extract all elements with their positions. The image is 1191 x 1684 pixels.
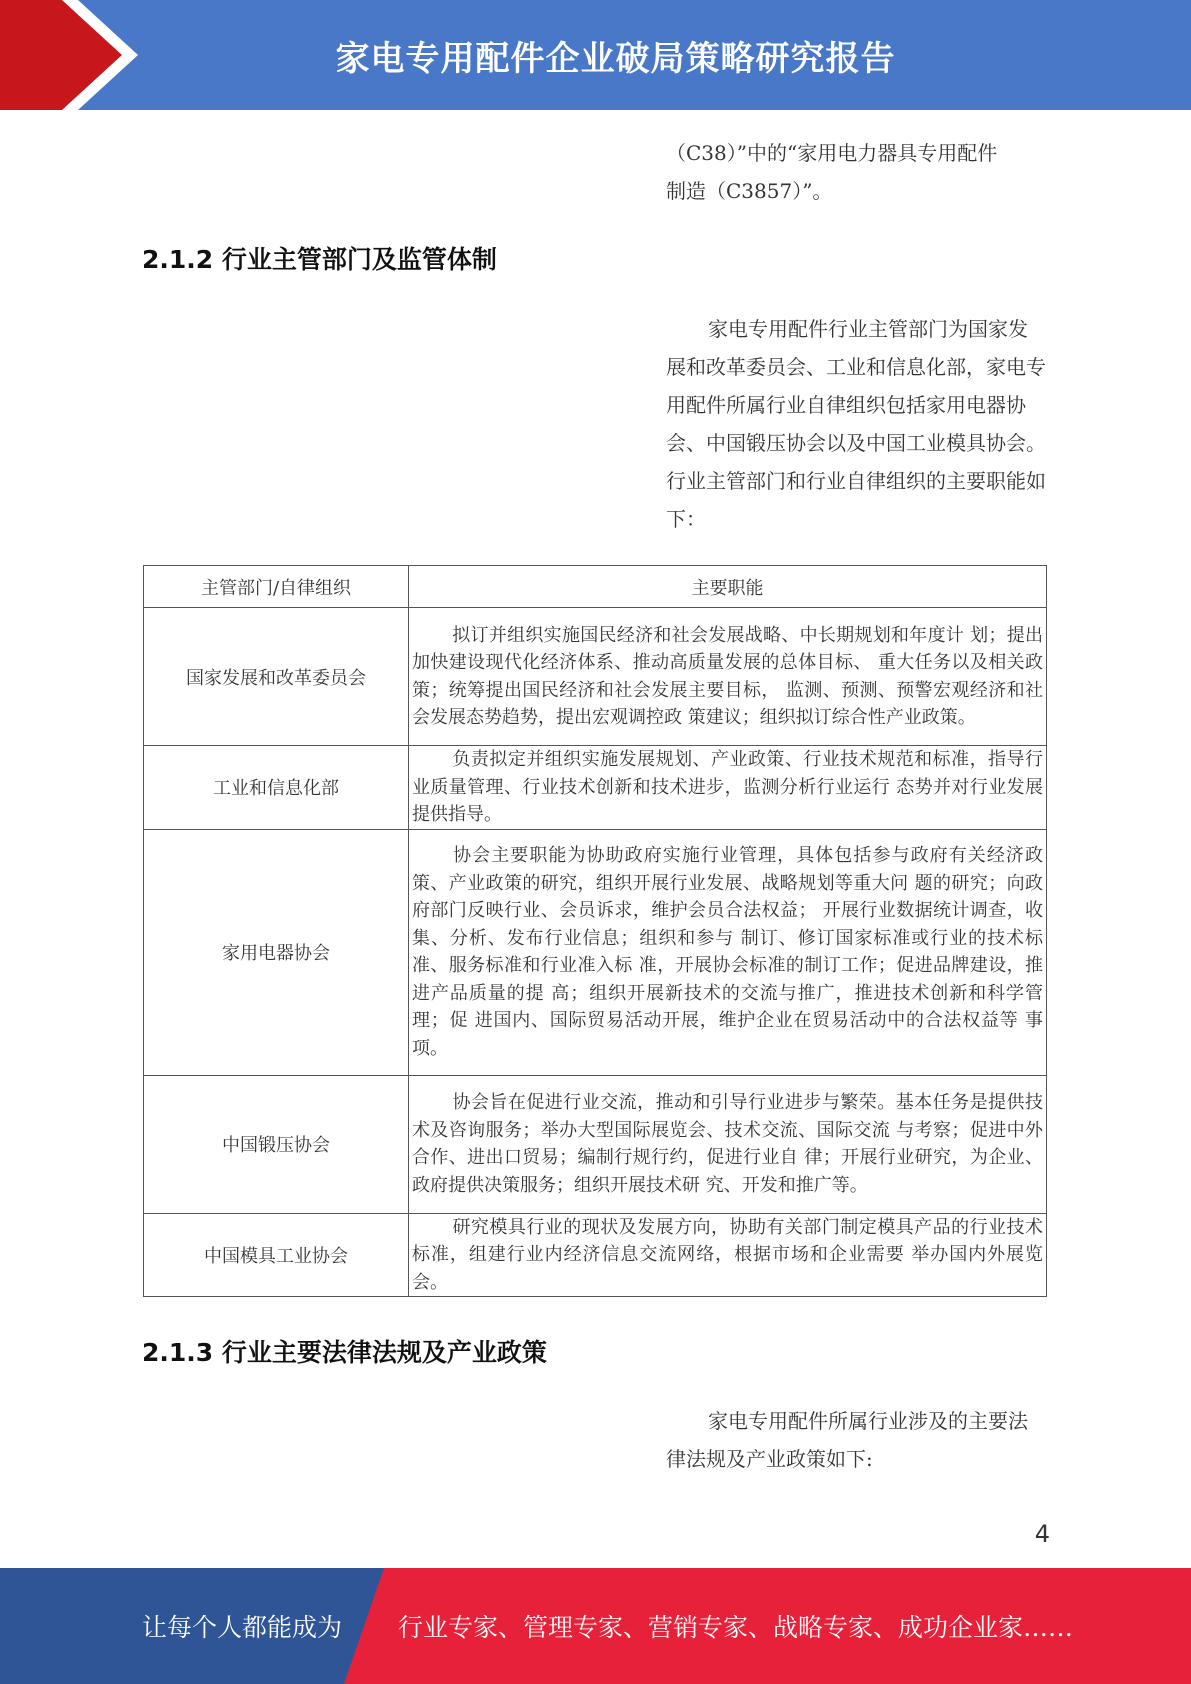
func-text: 协会主要职能为协助政府实施行业管理，具体包括参与政府有关经济政策、产业政策的研究，组织开展行业发展、战略规划等重大问 题的研究；向政府部门反映行业、会员诉求，维护会员合法权益； 开展行业数据统计调查，收集、分析、发布行业信息；组织和参与 制订、修订国家标准或行业的技术标准、服务标准和行业准入标 准，开展协会标准的制订工作；促进品牌建设，推进产品质量的提 高；组织开展新技术的交流与推广，推进技术创新和科学管理；促 进国内、国际贸易活动开展，维护企业在贸易活动中的合法权益等 事项。	[412, 845, 1043, 1059]
org-cell: 家用电器协会	[144, 829, 409, 1075]
section-2-1-2-text: 家电专用配件行业主管部门为国家发展和改革委员会、工业和信息化部，家电专用配件所属行业自律组织包括家用电器协会、中国锻压协会以及中国工业模具协会。行业主管部门和行业自律组织的主要职能如下：	[666, 317, 1046, 531]
header-chevron-graphic	[0, 0, 160, 110]
table-row	[144, 829, 1047, 1075]
org-cell: 中国模具工业协会	[144, 1213, 409, 1297]
func-text: 研究模具行业的现状及发展方向，协助有关部门制定模具产品的行业技术标准，组建行业内经济信息交流网络，根据市场和企业需要 举办国内外展览会。	[412, 1216, 1043, 1293]
func-cell	[409, 608, 1047, 746]
org-cell: 国家发展和改革委员会	[144, 608, 409, 746]
func-cell	[409, 1213, 1047, 1297]
func-cell	[409, 746, 1047, 830]
table-header-org: 主管部门/自律组织	[144, 566, 409, 608]
table-row	[144, 608, 1047, 746]
table-header-func: 主要职能	[409, 566, 1047, 608]
section-2-1-2-paragraph	[666, 310, 1046, 538]
footer-slogan-right: 行业专家、管理专家、营销专家、战略专家、成功企业家……	[398, 1613, 1074, 1642]
func-text: 协会旨在促进行业交流，推动和引导行业进步与繁荣。基本任务是提供技术及咨询服务；举办大型国际展览会、技术交流、国际交流 与考察；促进中外合作、进出口贸易；编制行规行约，促进行业自 律；开展行业研究，为企业、政府提供决策服务；组织开展技术研 究、开发和推广等。	[412, 1092, 1043, 1196]
section-2-1-3-text: 家电专用配件所属行业涉及的主要法律法规及产业政策如下:	[666, 1409, 1028, 1471]
intro-line-2: 制造（C3857）”。	[666, 179, 833, 203]
duties-table	[143, 565, 1047, 1297]
footer-slogan-left: 让每个人都能成为	[142, 1613, 343, 1642]
report-title: 家电专用配件企业破局策略研究报告	[335, 38, 896, 79]
table-row	[144, 746, 1047, 830]
func-cell	[409, 829, 1047, 1075]
org-cell: 工业和信息化部	[144, 746, 409, 830]
func-cell	[409, 1075, 1047, 1213]
intro-continuation	[666, 134, 1046, 210]
table-row	[144, 1075, 1047, 1213]
org-cell: 中国锻压协会	[144, 1075, 409, 1213]
intro-line-1: （C38）”中的“家用电力器具专用配件	[666, 141, 998, 165]
header-banner	[0, 0, 1191, 110]
func-text: 拟订并组织实施国民经济和社会发展战略、中长期规划和年度计 划；提出加快建设现代化经济体系、推动高质量发展的总体目标、 重大任务以及相关政策；统筹提出国民经济和社会发展主要目标， 监测、预测、预警宏观经济和社会发展态势趋势，提出宏观调控政 策建议；组织拟订综合性产业政策。	[412, 624, 1043, 728]
footer-banner	[0, 1568, 1191, 1684]
section-heading-2-1-2: 2.1.2 行业主管部门及监管体制	[142, 245, 497, 274]
page-number: 4	[1034, 1520, 1050, 1548]
table-header-row	[144, 566, 1047, 608]
func-text: 负责拟定并组织实施发展规划、产业政策、行业技术规范和标准，指导行业质量管理、行业技术创新和技术进步，监测分析行业运行 态势并对行业发展提供指导。	[412, 749, 1043, 825]
section-heading-2-1-3: 2.1.3 行业主要法律法规及产业政策	[142, 1338, 547, 1367]
table-row	[144, 1213, 1047, 1297]
section-2-1-3-paragraph	[666, 1402, 1046, 1478]
